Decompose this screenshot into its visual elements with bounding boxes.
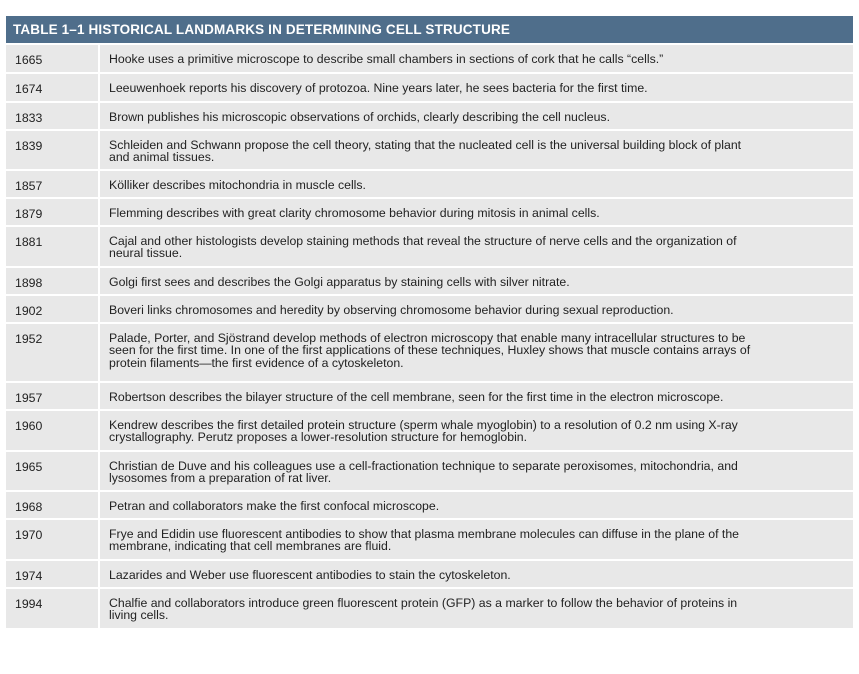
- year-cell: 1898: [6, 268, 100, 294]
- year-cell: 1960: [6, 411, 100, 450]
- year-cell: 1970: [6, 520, 100, 559]
- description-cell: Robertson describes the bilayer structure of the cell membrane, seen for the first time in the electron microscope.: [109, 390, 724, 404]
- description-cell: Leeuwenhoek reports his discovery of protozoa. Nine years later, he sees bacteria for the first time.: [109, 81, 648, 95]
- table-row: [6, 559, 853, 587]
- description-cell: Petran and collaborators make the first confocal microscope.: [109, 499, 440, 513]
- year-cell: 1965: [6, 452, 100, 490]
- table-row: [6, 381, 853, 409]
- description-cell: Kendrew describes the first detailed protein structure (sperm whale myoglobin) to a resolution of 0.2 nm using X-ray crystallography. Perutz proposes a lower-resolution structure for hemoglobin.: [109, 418, 738, 445]
- description-cell: Hooke uses a primitive microscope to describe small chambers in sections of cork that he calls “cells.”: [109, 52, 664, 66]
- year-cell: 1957: [6, 383, 100, 409]
- table-row: [6, 587, 853, 628]
- year-cell: 1968: [6, 492, 100, 518]
- description-cell: Lazarides and Weber use fluorescent antibodies to stain the cytoskeleton.: [109, 568, 511, 582]
- year-cell: 1674: [6, 74, 100, 101]
- table-row: [6, 225, 853, 266]
- year-cell: 1839: [6, 131, 100, 169]
- description-cell: Palade, Porter, and Sjöstrand develop methods of electron microscopy that enable many intracellular structures to be seen for the first time. In one of the first applications of these techniques, Huxley shows that muscle contains arrays of protein filaments—the first evidence of a cytoskeleton.: [109, 331, 751, 370]
- table-row: [6, 169, 853, 197]
- year-cell: 1974: [6, 561, 100, 587]
- description-cell: Brown publishes his microscopic observations of orchids, clearly describing the cell nucleus.: [109, 110, 610, 124]
- year-cell: 1857: [6, 171, 100, 197]
- table-row: [6, 322, 853, 381]
- table-row: [6, 43, 853, 72]
- description-cell: Cajal and other histologists develop staining methods that reveal the structure of nerve cells and the organization of neural tissue.: [109, 234, 737, 261]
- table-title: TABLE 1–1 HISTORICAL LANDMARKS IN DETERMINING CELL STRUCTURE: [6, 16, 853, 43]
- table-row: [6, 101, 853, 129]
- table-row: [6, 294, 853, 322]
- year-cell: 1879: [6, 199, 100, 225]
- year-cell: 1881: [6, 227, 100, 266]
- year-cell: 1902: [6, 296, 100, 322]
- year-cell: 1994: [6, 589, 100, 628]
- description-cell: Golgi first sees and describes the Golgi apparatus by staining cells with silver nitrate.: [109, 275, 570, 289]
- description-cell: Chalfie and collaborators introduce green fluorescent protein (GFP) as a marker to follow the behavior of proteins in living cells.: [109, 596, 738, 623]
- description-cell: Schleiden and Schwann propose the cell theory, stating that the nucleated cell is the universal building block of plant and animal tissues.: [109, 138, 742, 165]
- description-cell: Kölliker describes mitochondria in muscle cells.: [109, 178, 366, 192]
- table-row: [6, 197, 853, 225]
- table-row: [6, 450, 853, 490]
- table-row: [6, 129, 853, 169]
- description-cell: Boveri links chromosomes and heredity by observing chromosome behavior during sexual reproduction.: [109, 303, 674, 317]
- landmarks-table: [6, 16, 853, 628]
- year-cell: 1833: [6, 103, 100, 129]
- year-cell: 1952: [6, 324, 100, 381]
- table-row: [6, 266, 853, 294]
- table-row: [6, 72, 853, 101]
- table-row: [6, 490, 853, 518]
- description-cell: Frye and Edidin use fluorescent antibodies to show that plasma membrane molecules can diffuse in the plane of the membrane, indicating that cell membranes are fluid.: [109, 527, 740, 554]
- table-row: [6, 409, 853, 450]
- description-cell: Flemming describes with great clarity chromosome behavior during mitosis in animal cells.: [109, 206, 600, 220]
- description-cell: Christian de Duve and his colleagues use a cell-fractionation technique to separate peroxisomes, mitochondria, and lysosomes from a preparation of rat liver.: [109, 459, 738, 486]
- table-row: [6, 518, 853, 559]
- year-cell: 1665: [6, 45, 100, 72]
